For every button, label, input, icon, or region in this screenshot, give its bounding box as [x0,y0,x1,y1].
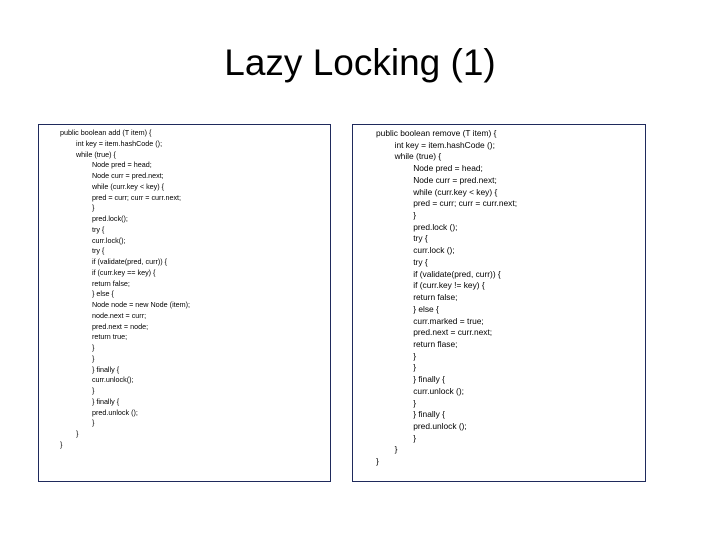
add-method-code: public boolean add (T item) { int key = item.hashCode (); while (true) { Node pred = head; Node curr = pred.next; while (curr.key < key) { pred = curr; curr = curr.next; } pred.lock(); try { curr.lock(); try { if (validate(pred, curr)) { if (curr.key == key) { return false; } else { Node node = new Node (item); node.next = curr; pred.next = node; return true; } } } finally { curr.unlock(); } } finally { pred.unlock (); } } } [60,128,191,449]
add-method-code-box [38,124,331,482]
remove-method-code: public boolean remove (T item) { int key = item.hashCode (); while (true) { Node pred = head; Node curr = pred.next; while (curr.key < key) { pred = curr; curr = curr.next; } pred.lock (); try { curr.lock (); try { if (validate(pred, curr)) { if (curr.key != key) { return false; } else { curr.marked = true; pred.next = curr.next; return flase; } } } finally { curr.unlock (); } } finally { pred.unlock (); } } } [376,128,518,467]
remove-method-code-box [352,124,646,482]
slide-title: Lazy Locking (1) [224,42,496,83]
